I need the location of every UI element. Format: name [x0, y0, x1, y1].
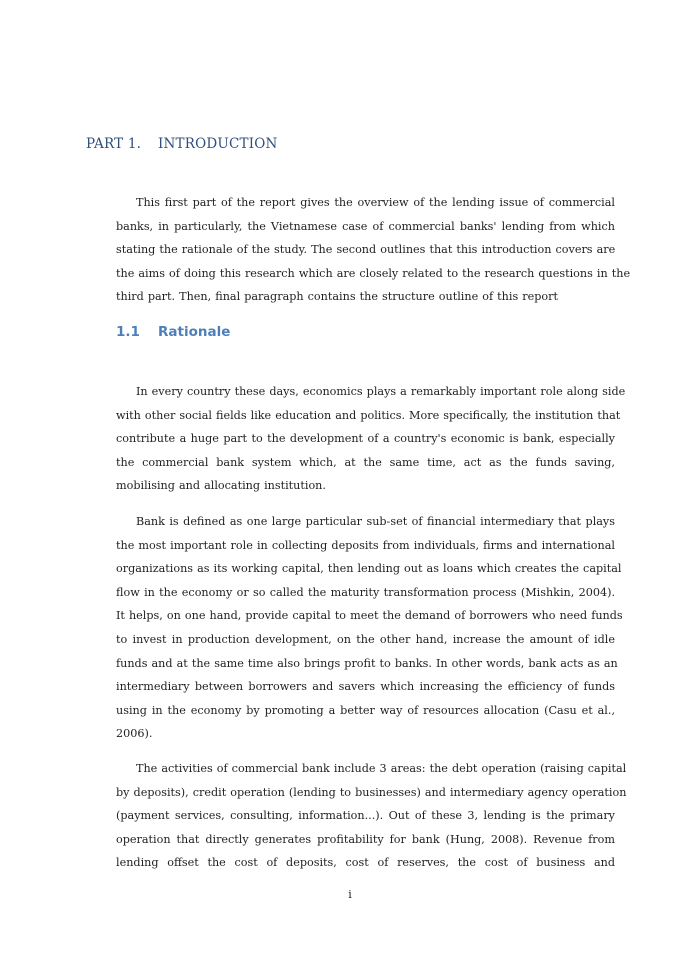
part-heading: [86, 136, 278, 152]
text-line: the aims of doing this research which are closely related to the research questions in the: [116, 266, 631, 280]
text-line: The activities of commercial bank include 3 areas: the debt operation (raising capital: [136, 762, 627, 775]
section-title: Rationale: [158, 324, 231, 340]
text-line: This first part of the report gives the overview of the lending issue of commercial: [136, 196, 615, 209]
text-line: mobilising and allocating institution.: [116, 479, 326, 493]
text-line: by deposits), credit operation (lending to businesses) and intermediary agency operation: [116, 785, 627, 799]
part-number: PART 1.: [86, 136, 142, 152]
rationale-paragraph-3: [116, 757, 627, 875]
part-title: INTRODUCTION: [158, 136, 278, 152]
text-line: the commercial bank system which, at the same time, act as the funds saving,: [116, 455, 615, 469]
text-line: contribute a huge part to the development of a country's economic is bank, especially: [116, 432, 615, 446]
text-line: flow in the economy or so called the maturity transformation process (Mishkin, 2004).: [116, 585, 615, 599]
text-line: Bank is defined as one large particular sub-set of financial intermediary that plays: [136, 515, 615, 528]
rationale-paragraph-1: [116, 380, 626, 498]
text-line: (payment services, consulting, information...). Out of these 3, lending is the primary: [116, 809, 615, 823]
text-line: banks, in particularly, the Vietnamese case of commercial banks' lending from which: [116, 219, 615, 233]
text-line: 2006).: [116, 727, 153, 741]
text-line: In every country these days, economics plays a remarkably important role along side: [136, 385, 626, 398]
text-line: It helps, on one hand, provide capital to meet the demand of borrowers who need funds: [116, 609, 623, 623]
text-line: third part. Then, final paragraph contains the structure outline of this report: [116, 290, 558, 304]
text-line: operation that directly generates profitability for bank (Hung, 2008). Revenue from: [116, 832, 615, 846]
rationale-paragraph-2: [116, 510, 623, 746]
section-number: 1.1: [116, 324, 140, 340]
section-heading: [116, 324, 230, 340]
text-line: with other social fields like education and politics. More specifically, the institution that: [116, 408, 621, 422]
text-line: intermediary between borrowers and savers which increasing the efficiency of funds: [116, 680, 615, 694]
text-line: lending offset the cost of deposits, cost of reserves, the cost of business and: [116, 856, 615, 870]
text-line: using in the economy by promoting a better way of resources allocation (Casu et al.,: [116, 703, 615, 717]
text-line: to invest in production development, on the other hand, increase the amount of idle: [116, 632, 615, 646]
text-line: funds and at the same time also brings profit to banks. In other words, bank acts as an: [116, 656, 618, 670]
page-number: i: [348, 888, 352, 901]
intro-paragraph: [116, 191, 631, 309]
text-line: the most important role in collecting deposits from individuals, firms and international: [116, 538, 615, 552]
text-line: organizations as its working capital, then lending out as loans which creates the capital: [116, 562, 622, 576]
text-line: stating the rationale of the study. The second outlines that this introduction covers are: [116, 243, 616, 257]
